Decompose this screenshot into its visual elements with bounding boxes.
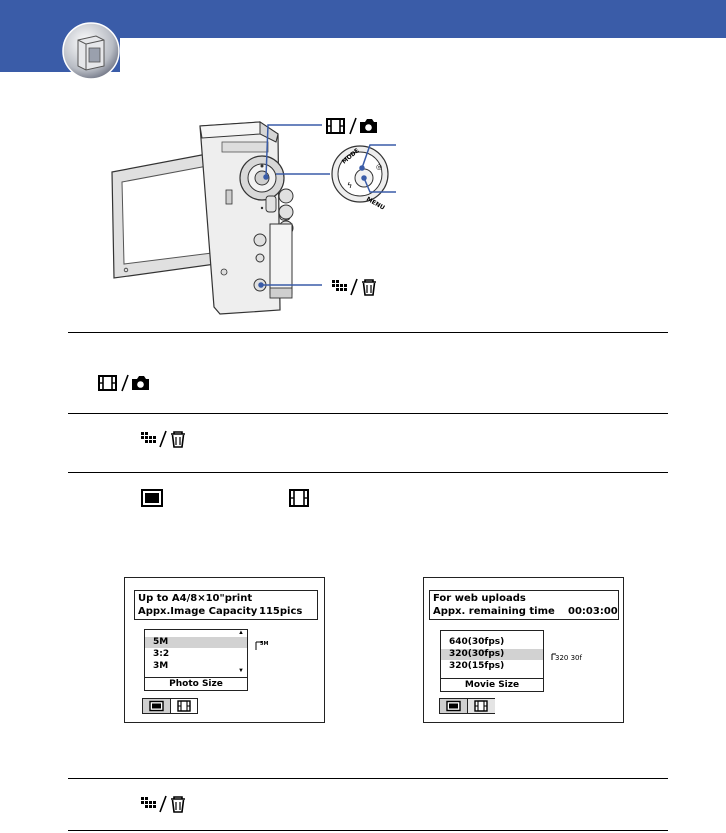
- photo-capacity-value: 115pics: [259, 606, 303, 617]
- still-photo-frame-icon: [440, 699, 467, 713]
- photo-size-screen: [124, 577, 325, 723]
- still-photo-frame-icon: [143, 699, 170, 713]
- list-item[interactable]: 320(30fps): [441, 649, 543, 660]
- movie-photo-toggle-icon: [98, 374, 150, 392]
- index-delete-icon: [139, 429, 187, 449]
- movie-size-indicator-label: 320 30f: [555, 654, 582, 662]
- tab-movie[interactable]: [467, 699, 495, 713]
- list-item[interactable]: 3M: [153, 661, 169, 671]
- section-rule: [68, 778, 668, 779]
- scroll-down-arrow-icon[interactable]: ▼: [238, 668, 244, 674]
- mode-dial-zoom: [332, 146, 388, 212]
- photo-size-list: [144, 629, 248, 691]
- film-strip-icon: [289, 489, 309, 507]
- movie-remaining-label: Appx. remaining time: [433, 606, 555, 617]
- movie-size-indicator: [551, 653, 591, 663]
- photo-size-indicator-label: 5M: [260, 641, 269, 647]
- index-delete-icon: [330, 277, 378, 297]
- list-item[interactable]: 5M: [145, 637, 247, 648]
- header-underline: [120, 36, 726, 38]
- dial-power-glyph: ◎: [376, 163, 383, 171]
- dial-mode-label: MODE: [340, 147, 361, 166]
- tab-movie[interactable]: [170, 699, 198, 713]
- list-item[interactable]: 320(15fps): [449, 661, 505, 671]
- photo-size-footer: Photo Size: [145, 677, 247, 690]
- photo-size-indicator: [255, 638, 269, 648]
- dial-flash-glyph: ϟ: [347, 181, 353, 190]
- film-strip-icon: [171, 699, 197, 713]
- movie-size-list: [440, 630, 544, 692]
- photo-capacity-label: Appx.Image Capacity: [138, 606, 258, 617]
- photo-info-line1: Up to A4/8×10"print: [138, 593, 253, 604]
- movie-size-footer: Movie Size: [441, 678, 543, 691]
- section-rule: [68, 472, 668, 473]
- section-rule: [68, 830, 668, 831]
- tab-photo[interactable]: [440, 699, 467, 713]
- movie-mode-tabs: [439, 698, 495, 714]
- movie-info-line1: For web uploads: [433, 593, 526, 604]
- photo-info-box: [134, 590, 318, 620]
- list-item[interactable]: 3:2: [153, 649, 170, 659]
- movie-size-screen: [423, 577, 624, 723]
- index-delete-icon: [139, 794, 187, 814]
- dial-menu-label: MENU: [365, 195, 386, 212]
- movie-remaining-value: 00:03:00: [568, 606, 618, 617]
- movie-photo-toggle-icon: [326, 117, 378, 135]
- scroll-up-arrow-icon[interactable]: ▲: [238, 630, 244, 636]
- section-rule: [68, 413, 668, 414]
- photo-mode-tabs: [142, 698, 198, 714]
- tab-photo[interactable]: [143, 699, 170, 713]
- film-strip-icon: [468, 699, 494, 713]
- movie-info-box: [429, 590, 619, 620]
- list-item[interactable]: 640(30fps): [449, 637, 505, 647]
- section-rule: [68, 332, 668, 333]
- chapter-emblem-icon: [62, 22, 120, 80]
- still-photo-frame-icon: [141, 489, 163, 507]
